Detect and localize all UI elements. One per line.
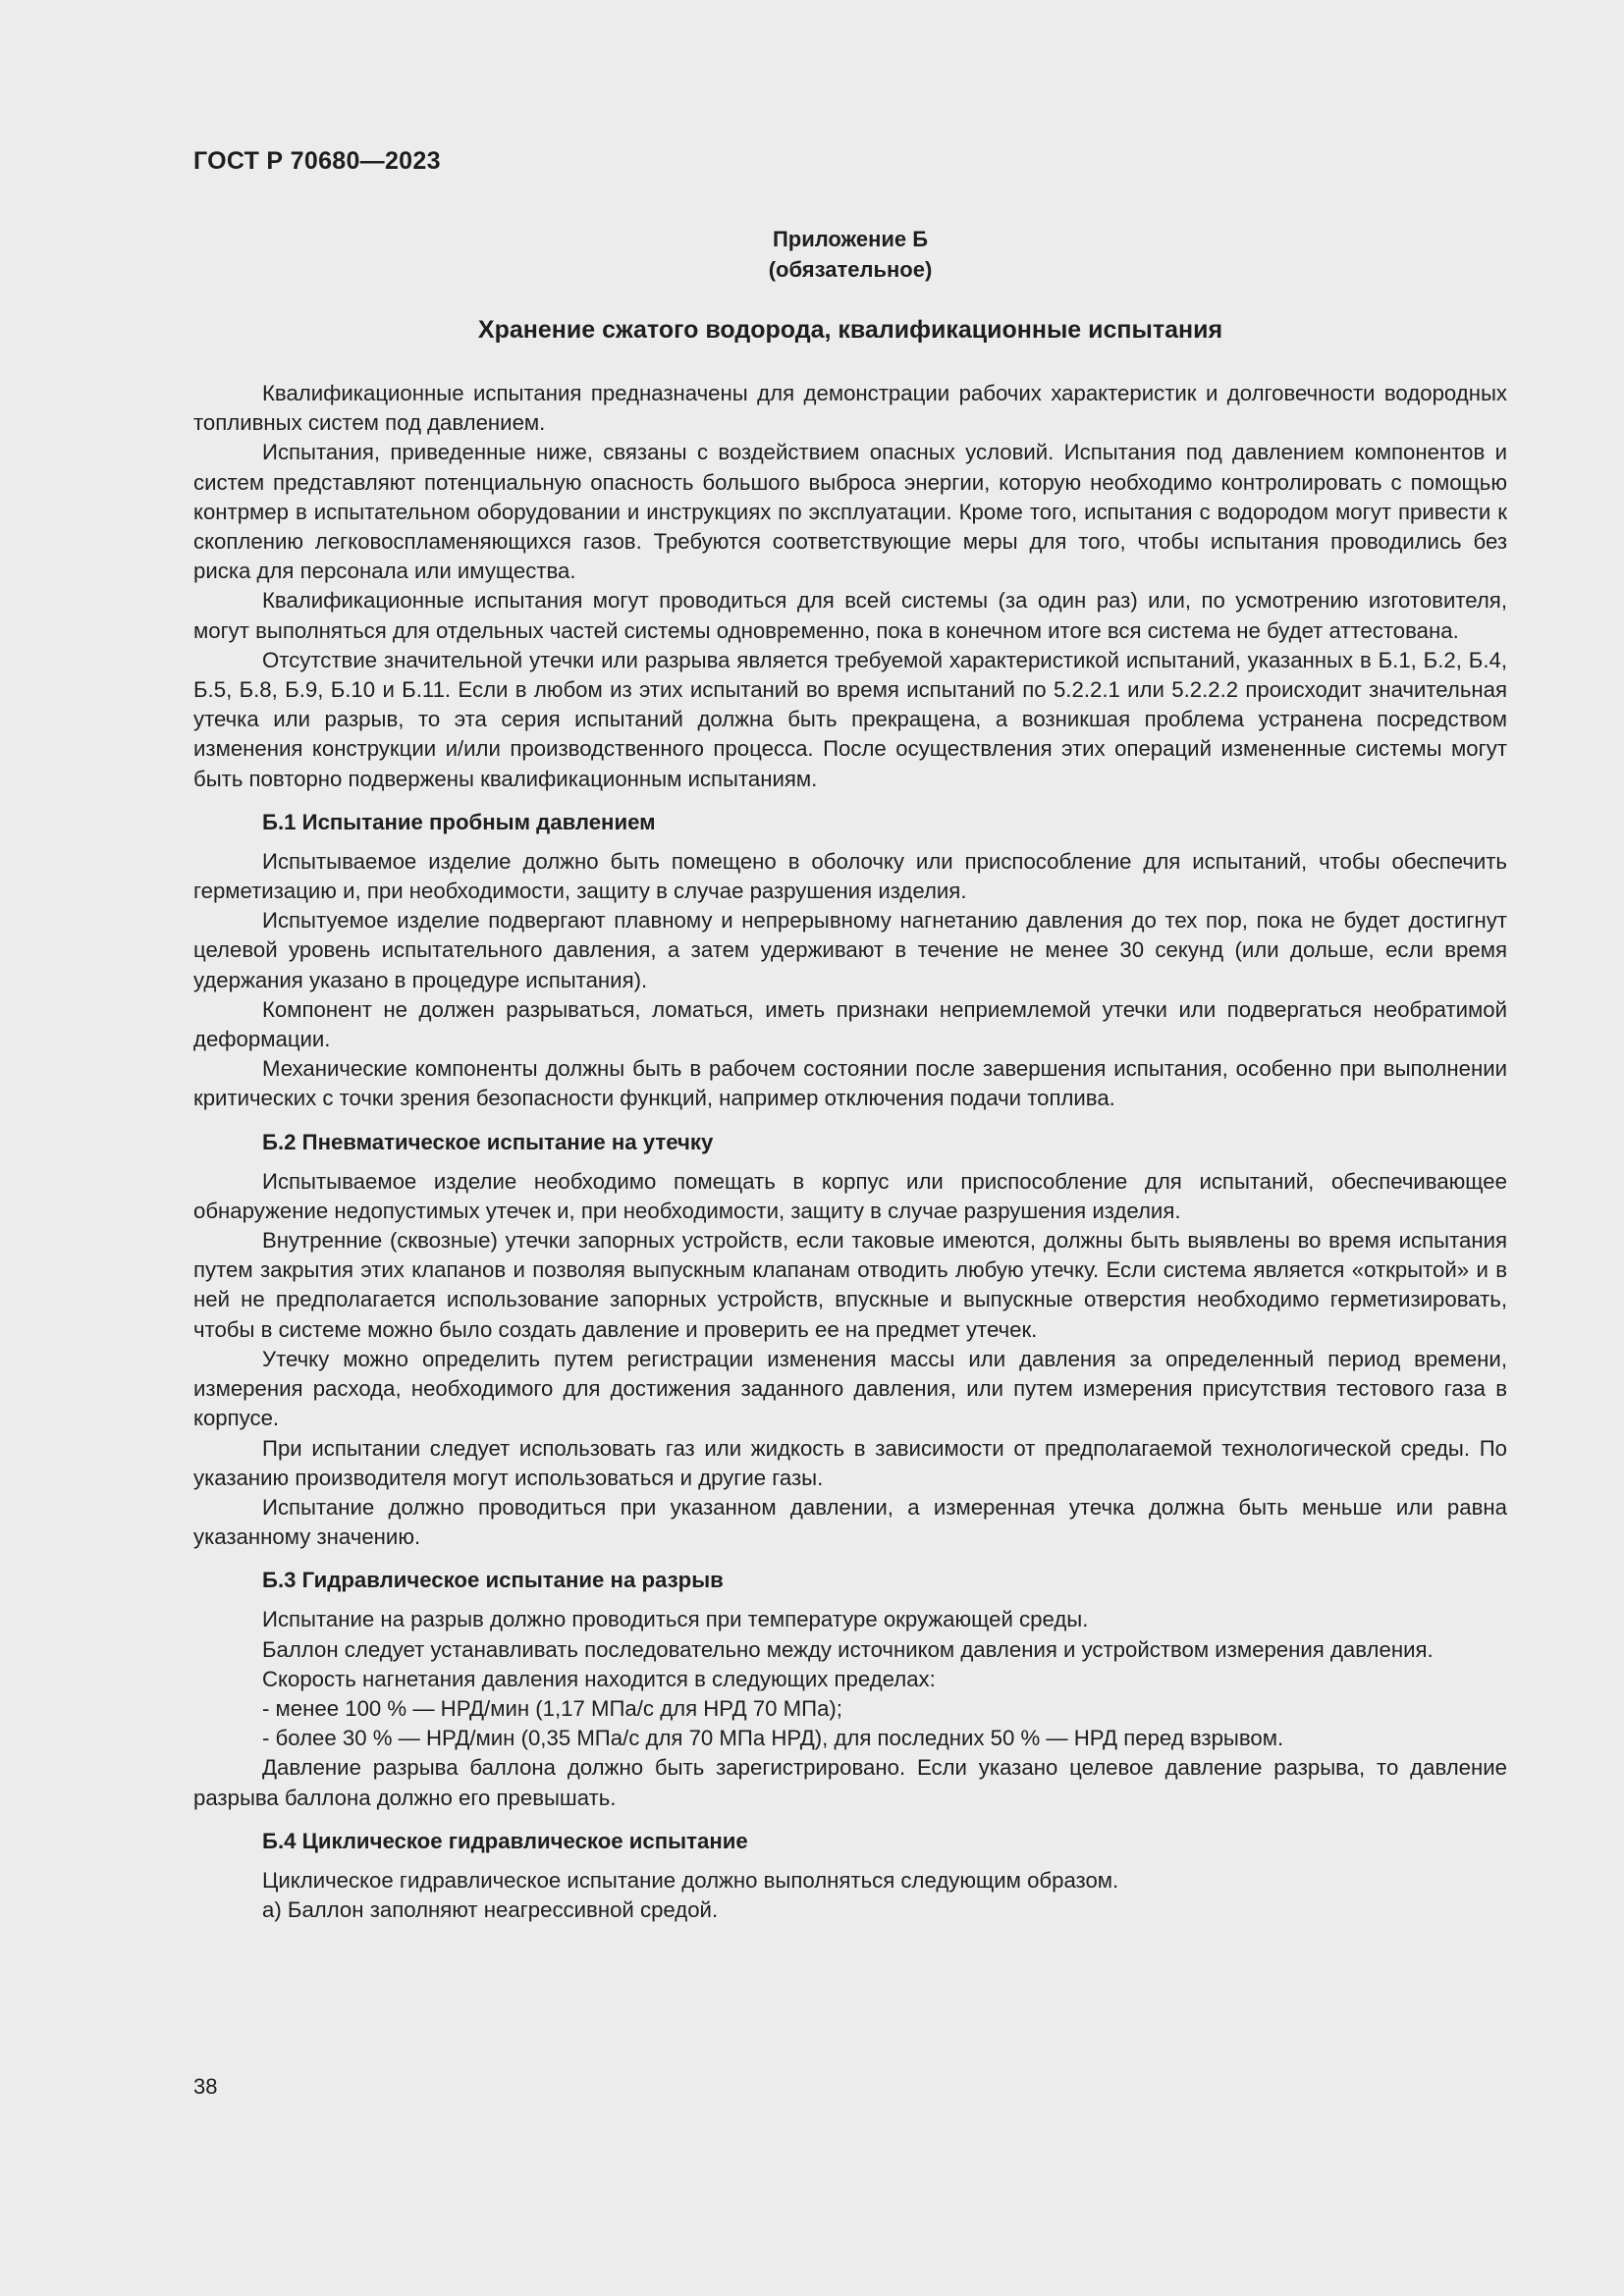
b2-paragraph: Внутренние (сквозные) утечки запорных устройств, если таковые имеются, должны быть выявлены во время испытания путем закрытия этих клапанов и позволяя выпускным клапанам отводить любую утечку. Если система является «открытой» и в ней не предполагается использование запорных устройств, впускные и выпускные отверстия необходимо герметизировать, чтобы в системе можно было создать давление и проверить ее на предмет утечек. [193,1228,1507,1342]
document-body [193,379,1507,1925]
appendix-status: (обязательное) [768,257,933,282]
b1-paragraph: Механические компоненты должны быть в рабочем состоянии после завершения испытания, особенно при выполнении критических с точки зрения безопасности функций, например отключения подачи топлива. [193,1056,1507,1111]
intro-paragraph: Испытания, приведенные ниже, связаны с воздействием опасных условий. Испытания под давлением компонентов и систем представляют потенциальную опасность большого выброса энергии, которую необходимо контролировать с помощью контрмер в испытательном оборудовании и инструкциях по эксплуатации. Кроме того, испытания с водородом могут привести к скоплению легковоспламеняющихся газов. Требуются соответствующие меры для того, чтобы испытания проводились без риска для персонала или имущества. [193,440,1507,584]
intro-paragraph: Отсутствие значительной утечки или разрыва является требуемой характеристикой испытаний, указанных в Б.1, Б.2, Б.4, Б.5, Б.8, Б.9, Б.10 и Б.11. Если в любом из этих испытаний во время испытаний по 5.2.2.1 или 5.2.2.2 происходит значительная утечка или разрыв, то эта серия испытаний должна быть прекращена, а возникшая проблема устранена посредством изменения конструкции и/или производственного процесса. После осуществления этих операций измененные системы могут быть повторно подвержены квалификационным испытаниям. [193,647,1507,791]
page-number: 38 [193,2074,218,2099]
b1-paragraph: Испытуемое изделие подвергают плавному и непрерывному нагнетанию давления до тех пор, пока не будет достигнут целевой уровень испытательного давления, а затем удерживают в течение не менее 30 секунд (или дольше, если время удержания указано в процедуре испытания). [193,908,1507,992]
appendix-title: Хранение сжатого водорода, квалификационные испытания [477,316,1223,344]
b3-list-item: - менее 100 % — НРД/мин (1,17 МПа/с для НРД 70 МПа); [262,1695,842,1721]
intro-paragraph: Квалификационные испытания предназначены для демонстрации рабочих характеристик и долговечности водородных топливных систем под давлением. [193,381,1507,436]
section-heading-b2: Б.2 Пневматическое испытание на утечку [262,1129,714,1154]
b1-paragraph: Компонент не должен разрываться, ломаться, иметь признаки неприемлемой утечки или подвергаться необратимой деформации. [193,996,1507,1052]
b4-paragraph: Циклическое гидравлическое испытание должно выполняться следующим образом. [262,1867,1119,1893]
b2-paragraph: Испытание должно проводиться при указанном давлении, а измеренная утечка должна быть меньше или равна указанному значению. [193,1494,1507,1550]
appendix-heading [193,224,1507,285]
section-heading-b1: Б.1 Испытание пробным давлением [262,809,656,834]
b3-paragraph: Давление разрыва баллона должно быть зарегистрировано. Если указано целевое давление разрыва, то давление разрыва баллона должно его превышать. [193,1755,1507,1810]
section-heading-b3: Б.3 Гидравлическое испытание на разрыв [262,1568,724,1593]
b2-paragraph: Испытываемое изделие необходимо помещать в корпус или приспособление для испытаний, обеспечивающее обнаружение недопустимых утечек и, при необходимости, защиту в случае разрушения изделия. [193,1168,1507,1223]
b3-paragraph: Скорость нагнетания давления находится в следующих пределах: [262,1666,936,1691]
section-heading-b4: Б.4 Циклическое гидравлическое испытание [262,1828,748,1853]
b3-paragraph: Баллон следует устанавливать последовательно между источником давления и устройством измерения давления. [262,1636,1434,1662]
b1-paragraph: Испытываемое изделие должно быть помещено в оболочку или приспособление для испытаний, чтобы обеспечить герметизацию и, при необходимости, защиту в случае разрушения изделия. [193,848,1507,904]
document-code: ГОСТ Р 70680—2023 [193,147,441,175]
b3-list-item: - более 30 % — НРД/мин (0,35 МПа/с для 70 МПа НРД), для последних 50 % — НРД перед взрывом. [262,1726,1284,1751]
b2-paragraph: Утечку можно определить путем регистрации изменения массы или давления за определенный период времени, измерения расхода, необходимого для достижения заданного давления, или путем измерения присутствия тестового газа в корпусе. [193,1346,1507,1431]
b2-paragraph: При испытании следует использовать газ или жидкость в зависимости от предполагаемой технологической среды. По указанию производителя могут использоваться и другие газы. [193,1435,1507,1490]
b4-list-item: а) Баллон заполняют неагрессивной средой. [262,1896,719,1922]
appendix-label: Приложение Б [772,227,929,251]
b3-paragraph: Испытание на разрыв должно проводиться при температуре окружающей среды. [262,1607,1089,1632]
intro-paragraph: Квалификационные испытания могут проводиться для всей системы (за один раз) или, по усмотрению изготовителя, могут выполняться для отдельных частей системы одновременно, пока в конечном итоге вся система не будет аттестована. [193,588,1507,643]
